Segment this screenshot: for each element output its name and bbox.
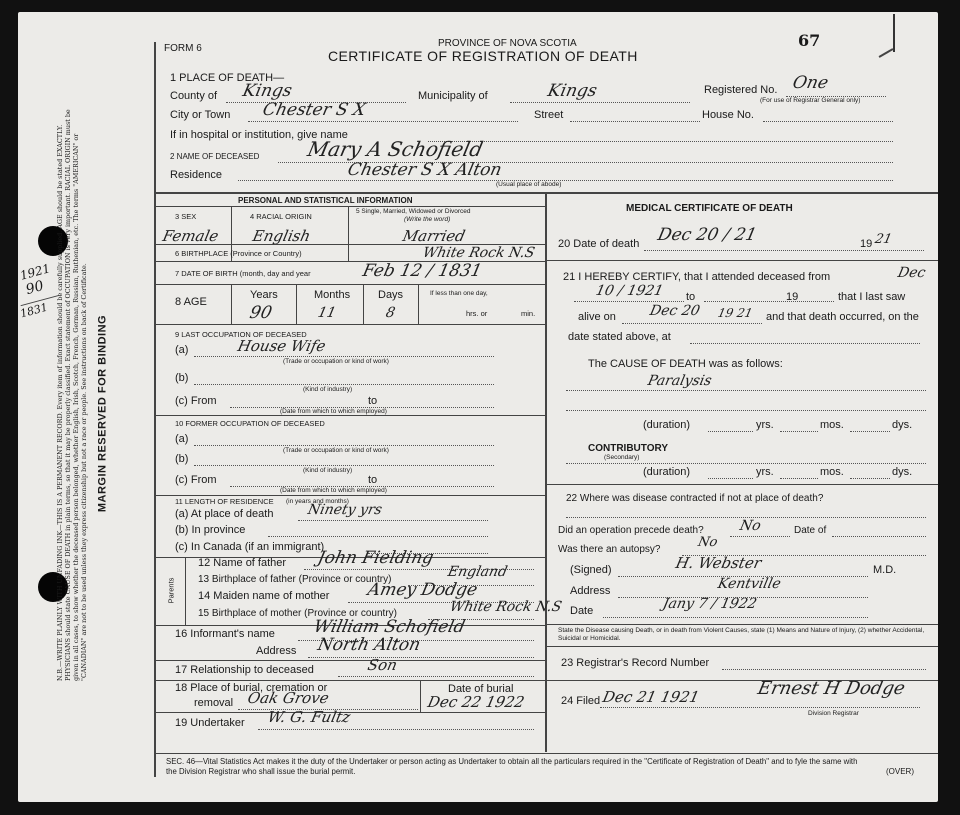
autopsy-label: Was there an autopsy?: [558, 544, 661, 555]
deceased-name-label: 2 NAME OF DECEASED: [170, 152, 260, 161]
margin-handwritten-note-2: 90: [24, 277, 46, 299]
cause-line-2: [566, 410, 926, 411]
last-occupation-industry-note: (Kind of industry): [303, 386, 353, 393]
informant-address-line: [308, 657, 534, 658]
primary-duration-label: (duration): [643, 419, 691, 431]
age-col-rule-3: [363, 284, 364, 324]
former-occupation-b-label: (b): [175, 453, 189, 465]
former-occupation-dates-note: (Date from which to which employed): [280, 487, 387, 494]
margin-binding-title: MARGIN RESERVED FOR BINDING: [96, 314, 109, 513]
operation-date-line: [832, 536, 926, 537]
former-occupation-industry-note: (Kind of industry): [303, 467, 353, 474]
residence-at-place-value: Ninety yrs: [306, 502, 384, 518]
street-line: [570, 121, 700, 122]
racial-origin-label: 4 RACIAL ORIGIN: [250, 212, 312, 221]
cause-of-death-label: The CAUSE OF DEATH was as follows:: [588, 358, 783, 370]
birthplace-row-rule: [155, 261, 545, 262]
medical-footnote-rule: [545, 646, 938, 647]
secondary-years-line: [780, 478, 818, 479]
table-bottom-rule: [155, 753, 938, 754]
division-registrar-signature: Ernest H Dodge: [755, 678, 907, 699]
street-label: Street: [534, 109, 564, 121]
racial-column-rule: [348, 206, 349, 261]
secondary-months-line: [850, 478, 890, 479]
physician-address-value: Kentville: [716, 576, 783, 592]
contributory-label: CONTRIBUTORY: [588, 443, 668, 454]
city-value: Chester S X: [260, 100, 368, 120]
secondary-days-label: dys.: [892, 466, 913, 478]
registered-number-note: (For use of Registrar General only): [760, 97, 861, 104]
relationship-label: 17 Relationship to deceased: [175, 664, 314, 676]
burial-place-value: Oak Grove: [246, 689, 331, 707]
alive-on-value: Dec 20: [648, 303, 702, 319]
division-registrar-label: Division Registrar: [808, 710, 859, 717]
margin-handwritten-note-1: 1921: [18, 261, 52, 283]
marital-status-label: 5 Single, Married, Widowed or Divorced: [356, 208, 471, 215]
last-occupation-b-label: (b): [175, 372, 189, 384]
municipality-label: Municipality of: [418, 90, 488, 102]
death-occurred-label: and that death occurred, on the: [766, 311, 919, 323]
cause-section-rule: [545, 484, 938, 485]
registrar-record-label: 23 Registrar's Record Number: [561, 657, 710, 669]
filed-date-value: Dec 21 1921: [601, 688, 702, 706]
former-occupation-c-label: (c) From: [175, 474, 217, 486]
margin-instructions: N.B.—WRITE PLAINLY WITH UNFADING INK—THIS IS A PERMANENT RECORD. Every item of information should be carefully supplied. AGE should be stated EXACTLY. PHYSICIANS should state CAUSE OF DEATH in plain terms, so that it may be properly classified. Exact statement of OCCUPATION is very important. RACIAL ORIGIN must be given in all cases, to show whether the deceased person belonged, whether English, Irish, Scotch, French, German, Russian, Ruthenian, etc. The terms "AMERICAN" or "CANADIAN" are not to be used unless they express citizenship but not a race or people. See instructions on back of Certificate.: [56, 109, 88, 681]
father-birthplace-label: 13 Birthplace of father (Province or country): [198, 574, 392, 585]
primary-duration-line: [708, 431, 753, 432]
medical-certificate-heading: MEDICAL CERTIFICATE OF DEATH: [626, 203, 793, 214]
dob-row-rule: [155, 284, 545, 285]
father-name-value: John Fielding: [315, 548, 436, 568]
contributory-line: [566, 463, 926, 464]
disease-contracted-label: 22 Where was disease contracted if not at place of death?: [566, 493, 824, 504]
burial-date-column-rule: [420, 680, 421, 712]
primary-years-line: [780, 431, 818, 432]
undertaker-value: W. G. Fultz: [266, 708, 353, 726]
operation-value: No: [738, 518, 763, 534]
age-years-label: Years: [250, 289, 278, 301]
relationship-value: Son: [366, 656, 399, 674]
informant-address-label: Address: [256, 645, 297, 657]
last-occupation-heading: 9 LAST OCCUPATION OF DECEASED: [175, 330, 307, 339]
former-occupation-b-line: [194, 465, 494, 466]
autopsy-value: No: [696, 535, 719, 550]
last-occupation-a-line: [194, 356, 494, 357]
age-years-value: 90: [247, 303, 274, 323]
informant-rule: [155, 660, 545, 661]
length-of-residence-note: (in years and months): [286, 498, 349, 505]
former-occupation-a-line: [194, 445, 494, 446]
municipality-line: [510, 102, 690, 103]
last-occupation-a-label: (a): [175, 344, 189, 356]
county-label: County of: [170, 90, 218, 102]
column-divider: [545, 192, 547, 752]
city-line: [248, 121, 518, 122]
attended-from-value: 10 / 1921: [594, 283, 665, 299]
death-date-line: [644, 250, 924, 251]
secondary-months-label: mos.: [820, 466, 844, 478]
age-col-rule-2: [296, 284, 297, 324]
former-occupation-rule: [155, 495, 545, 496]
age-less-than-day-label: If less than one day,: [430, 290, 488, 297]
cause-of-death-value: Paralysis: [646, 373, 714, 389]
filed-label: 24 Filed: [561, 695, 601, 707]
personal-heading-rule: [155, 206, 545, 207]
death-date-value: Dec 20 / 21: [655, 225, 759, 245]
parents-column-rule: [185, 557, 186, 625]
physician-date-label: Date: [570, 605, 594, 617]
former-occupation-heading: 10 FORMER OCCUPATION OF DECEASED: [175, 419, 325, 428]
medical-signature-rule: [545, 624, 938, 625]
form-number: FORM 6: [164, 43, 202, 54]
age-label: 8 AGE: [175, 296, 207, 308]
attended-to-label: to: [686, 291, 696, 303]
age-hours-label: hrs. or: [466, 309, 488, 318]
marital-status-value: Married: [401, 227, 467, 245]
last-occupation-dates-note: (Date from which to which employed): [280, 408, 387, 415]
contributory-secondary-label: (Secondary): [604, 454, 640, 461]
alive-year-value: 19 21: [716, 306, 754, 320]
alive-on-label: alive on: [578, 311, 616, 323]
secondary-years-label: yrs.: [756, 466, 774, 478]
certify-from-value: Dec: [896, 265, 928, 281]
secondary-duration-line: [708, 478, 753, 479]
residence-line: [238, 180, 893, 181]
deceased-name-value: Mary A Schofield: [305, 137, 486, 161]
physician-date-line: [603, 617, 868, 618]
attended-to-line: [704, 301, 834, 302]
over-label: (OVER): [886, 767, 914, 776]
residence-in-province-label: (b) In province: [175, 524, 246, 536]
burial-date-value: Dec 22 1922: [426, 693, 527, 711]
md-label: M.D.: [873, 564, 897, 576]
physician-signature: H. Webster: [674, 554, 763, 572]
certify-label: 21 I HEREBY CERTIFY, that I attended deceased from: [563, 271, 831, 283]
cause-line-1: [566, 390, 926, 391]
informant-name-label: 16 Informant's name: [175, 628, 275, 640]
signed-label: (Signed): [570, 564, 612, 576]
age-row-rule: [155, 324, 545, 325]
residence-in-canada-label: (c) In Canada (if an immigrant): [175, 541, 325, 553]
relationship-rule: [155, 680, 545, 681]
father-birthplace-value: England: [446, 564, 509, 580]
operation-label: Did an operation precede death?: [558, 525, 704, 536]
mother-birthplace-label: 15 Birthplace of mother (Province or country): [198, 608, 397, 619]
age-col-rule-4: [418, 284, 419, 324]
residence-note: (Usual place of abode): [496, 181, 562, 188]
page-number: 67: [798, 31, 821, 50]
informant-address-value: North Alton: [315, 635, 423, 655]
physician-address-label: Address: [570, 585, 611, 597]
operation-date-label: Date of: [794, 525, 827, 536]
hospital-line: [428, 141, 893, 142]
marital-status-note: (Write the word): [404, 216, 451, 223]
hospital-label: If in hospital or institution, give name: [170, 129, 348, 141]
primary-months-line: [850, 431, 890, 432]
primary-months-label: mos.: [820, 419, 844, 431]
form-left-rule: [154, 42, 156, 777]
length-of-residence-heading: 11 LENGTH OF RESIDENCE: [175, 497, 274, 506]
date-of-birth-value: Feb 12 / 1831: [360, 261, 484, 281]
mother-birthplace-value: White Rock N.S: [448, 599, 564, 615]
former-occupation-trade-note: (Trade or occupation or kind of work): [283, 447, 389, 454]
burial-removal-label: removal: [194, 697, 234, 709]
house-number-label: House No.: [702, 109, 754, 121]
page-check-mark: [893, 14, 895, 52]
death-year-value: 21: [873, 232, 894, 247]
last-occupation-to-label: to: [368, 395, 378, 407]
last-saw-label: that I last saw: [838, 291, 906, 303]
operation-line: [730, 536, 790, 537]
mother-name-label: 14 Maiden name of mother: [198, 590, 330, 602]
date-stated-label: date stated above, at: [568, 331, 671, 343]
former-occupation-a-label: (a): [175, 433, 189, 445]
place-of-death-heading: 1 PLACE OF DEATH—: [170, 72, 285, 84]
informant-name-value: William Schofield: [311, 617, 467, 637]
last-occupation-b-line: [194, 384, 494, 385]
primary-days-label: dys.: [892, 419, 913, 431]
age-days-label: Days: [378, 289, 404, 301]
filed-line: [600, 707, 920, 708]
death-date-rule: [545, 260, 938, 261]
registrar-record-line: [722, 669, 926, 670]
house-number-line: [763, 121, 893, 122]
section-46-note: SEC. 46—Vital Statistics Act makes it the duty of the Undertaker or person acting as Undertaker to obtain all the particulars required in the "Certificate of Registration of Death" and to fyle the same with the Division Registrar who shall issue the burial permit.: [166, 757, 858, 776]
primary-years-label: yrs.: [756, 419, 774, 431]
residence-label: Residence: [170, 169, 222, 181]
sex-label: 3 SEX: [175, 212, 197, 221]
sex-value: Female: [161, 227, 221, 245]
father-name-label: 12 Name of father: [198, 557, 287, 569]
registered-number-label: Registered No.: [704, 84, 778, 96]
medical-footnote: State the Disease causing Death, or in death from Violent Causes, state (1) Means and Nature of Injury, (2) whether Accidental, Suicidal or Homicidal.: [558, 627, 925, 642]
county-value: Kings: [240, 81, 294, 101]
death-date-label: 20 Date of death: [558, 238, 640, 250]
birthplace-value: White Rock N.S: [421, 245, 537, 261]
municipality-value: Kings: [545, 81, 599, 101]
alive-on-line: [622, 323, 762, 324]
date-stated-line: [690, 343, 920, 344]
relationship-line: [338, 676, 534, 677]
death-year-prefix: 19: [860, 238, 873, 250]
residence-at-place-label: (a) At place of death: [175, 508, 274, 520]
last-occupation-rule: [155, 415, 545, 416]
age-col-rule-1: [231, 284, 232, 324]
residence-at-place-line: [298, 520, 488, 521]
birthplace-label: 6 BIRTHPLACE (Province or Country): [175, 249, 302, 258]
page-check-mark-tail: [879, 48, 894, 58]
age-minutes-label: min.: [521, 309, 536, 318]
age-months-label: Months: [314, 289, 351, 301]
burial-place-label: 18 Place of burial, cremation or: [175, 682, 328, 694]
racial-origin-value: English: [251, 227, 313, 245]
age-months-value: 11: [316, 305, 338, 321]
last-occupation-c-label: (c) From: [175, 395, 217, 407]
last-occupation-trade-note: (Trade or occupation or kind of work): [283, 358, 389, 365]
undertaker-label: 19 Undertaker: [175, 717, 245, 729]
former-occupation-to-label: to: [368, 474, 378, 486]
age-days-value: 8: [384, 305, 397, 321]
date-of-birth-label: 7 DATE OF BIRTH (month, day and year: [175, 269, 311, 278]
margin-handwritten-note-3: 1831: [18, 300, 50, 321]
residence-in-province-line: [268, 536, 488, 537]
attended-year-prefix: 19: [786, 291, 799, 303]
city-label: City or Town: [170, 109, 231, 121]
undertaker-line: [258, 729, 534, 730]
registered-number-value: One: [790, 73, 831, 93]
certificate-title: CERTIFICATE OF REGISTRATION OF DEATH: [328, 48, 638, 64]
secondary-duration-label: (duration): [643, 466, 691, 478]
province-heading: PROVINCE OF NOVA SCOTIA: [438, 38, 577, 49]
last-occupation-a-value: House Wife: [236, 337, 328, 355]
physician-date-value: Jany 7 / 1922: [661, 596, 759, 612]
certificate-paper: [18, 12, 938, 802]
burial-date-label: Date of burial: [448, 683, 514, 695]
personal-statistical-heading: PERSONAL AND STATISTICAL INFORMATION: [238, 196, 413, 205]
residence-value: Chester S X Alton: [345, 160, 504, 180]
parents-side-label: Parents: [166, 577, 176, 604]
mother-name-value: Amey Dodge: [365, 580, 480, 600]
